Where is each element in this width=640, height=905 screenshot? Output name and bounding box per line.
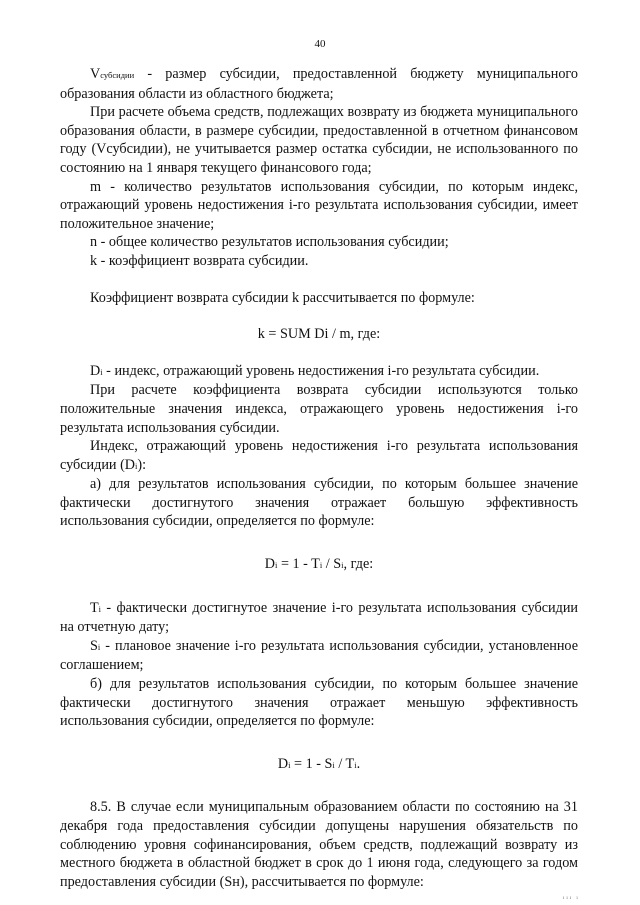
paragraph-index-intro <box>60 437 578 475</box>
paragraph-d-definition-text: - индекс, отражающий уровень недостижения i-го результата субсидии. <box>102 362 540 379</box>
paragraph-index-intro-text: Индекс, отражающий уровень недостижения i-го результата использования субсидии (D <box>60 438 578 473</box>
paragraph-positive-values: При расчете коэффициента возврата субсидии используются только положительные значения индекса, отражающего уровень недостижения i-го результата использования субсидии. <box>60 382 578 436</box>
paragraph-s-definition <box>60 637 578 675</box>
paragraph-s-definition-text: - плановое значение i-го результата использования субсидии, установленное соглашением; <box>60 637 578 674</box>
paragraph-d-definition <box>60 362 578 382</box>
index-intro-end: ): <box>137 456 147 473</box>
formula-k: k = SUM Di / m, где: <box>257 326 381 343</box>
paragraph-t-definition-text: - фактически достигнутое значение i-го результата использования субсидии на отчетную дату; <box>60 599 578 636</box>
paragraph-8-5: 8.5. В случае если муниципальным образованием области по состоянию на 31 декабря года предоставления субсидии допущены нарушения обязательств по соблюдению уровня софинансирования, объем средств, подлежащий возврату из местного бюджета в областной бюджет в срок до 1 июня года, следующего за годом предоставления субсидии (Sн), рассчитывается по формуле: <box>60 799 578 890</box>
page-number: 40 <box>314 38 326 50</box>
paragraph-v-subsidy-text: - размер субсидии, предоставленной бюджету муниципального образования области из областного бюджета; <box>60 66 578 102</box>
variable-t-subscript: i <box>98 603 102 614</box>
paragraph-v-subsidy <box>60 65 578 103</box>
paragraph-case-a: а) для результатов использования субсидии, по которым большее значение фактически достигнутого значения отражает большую эффективность использования субсидии, определяется по формуле: <box>60 476 578 530</box>
formula-d-case-b: Di = 1 - Si / Ti. <box>277 755 361 772</box>
paragraph-n-definition: n - общее количество результатов использования субсидии; <box>90 234 449 251</box>
paragraph-k-formula-intro: Коэффициент возврата субсидии k рассчитывается по формуле: <box>90 289 475 306</box>
formula-d-case-a: Di = 1 - Ti / Si, где: <box>264 556 374 573</box>
variable-v-subscript: субсидии <box>100 70 135 80</box>
paragraph-m-definition: m - количество результатов использования субсидии, по которым индекс, отражающий уровень недостижения i-го результата использования субсидии, имеет положительное значение; <box>60 178 578 232</box>
bottom-scan-mark: ııı ı <box>563 896 580 901</box>
paragraph-case-b: б) для результатов использования субсидии, по которым большее значение фактически достигнутого значения отражает меньшую эффективность использования субсидии, определяется по формуле: <box>60 676 578 730</box>
variable-t: T <box>90 599 99 616</box>
paragraph-calculation-note: При расчете объема средств, подлежащих возврату из бюджета муниципального образования области, в размере субсидии, предоставленной в отчетном финансовом году (Vсубсидии), не учитывается размер остатка субсидии, не использованного по состоянию на 1 января текущего финансового года; <box>60 104 578 176</box>
document-body <box>60 65 578 891</box>
variable-v: V <box>90 66 101 82</box>
variable-s-subscript: i <box>97 641 101 652</box>
variable-d-subscript: i <box>100 366 103 377</box>
paragraph-k-definition: k - коэффициент возврата субсидии. <box>90 252 309 269</box>
index-intro-subscript: i <box>135 460 138 471</box>
variable-s: S <box>90 637 98 654</box>
paragraph-t-definition <box>60 599 578 637</box>
variable-d: D <box>90 362 101 379</box>
